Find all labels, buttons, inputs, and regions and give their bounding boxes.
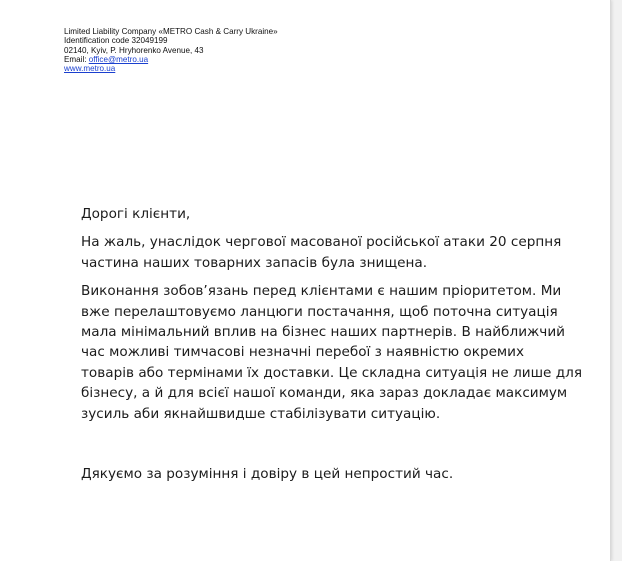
paragraph2-line: вже перелаштовуємо ланцюги постачання, щоб поточна ситуація bbox=[81, 303, 558, 320]
paragraph2-line: бізнесу, а й для всієї нашої команди, яка зараз докладає максимум bbox=[81, 385, 568, 402]
email-link[interactable]: office@metro.ua bbox=[88, 54, 149, 64]
paragraph1-line: На жаль, унаслідок чергової масованої російської атаки 20 серпня bbox=[81, 234, 562, 251]
paragraph1-line: частина наших товарних запасів була знищена. bbox=[81, 254, 428, 271]
paragraph2-line: товарів або термінами їх доставки. Це складна ситуація не лише для bbox=[81, 364, 583, 381]
email-line bbox=[64, 55, 278, 64]
company-address: 02140, Kyiv, P. Hryhorenko Avenue, 43 bbox=[64, 45, 204, 55]
identification-code: Identification code 32049199 bbox=[64, 36, 168, 46]
company-name: Limited Liability Company «METRO Cash & Carry Ukraine» bbox=[64, 27, 278, 36]
email-label: Email: bbox=[64, 54, 89, 64]
website-link[interactable]: www.metro.ua bbox=[64, 64, 116, 74]
letterhead bbox=[64, 27, 278, 73]
letter-body bbox=[81, 204, 581, 484]
paragraph2-line: мала мінімальний вплив на бізнес наших партнерів. В найближчий bbox=[81, 324, 565, 341]
paragraph2-line: зусиль аби якнайшвидше стабілізувати ситуацію. bbox=[81, 405, 441, 422]
paragraph2-line: Виконання зобов’язань перед клієнтами є нашим пріоритетом. Ми bbox=[81, 283, 562, 300]
paragraph2-line: час можливі тимчасові незначні перебої з наявністю окремих bbox=[81, 344, 525, 361]
letter-greeting: Дорогі клієнти, bbox=[81, 206, 191, 222]
letter-closing: Дякуємо за розуміння і довіру в цей непростий час. bbox=[81, 466, 454, 483]
